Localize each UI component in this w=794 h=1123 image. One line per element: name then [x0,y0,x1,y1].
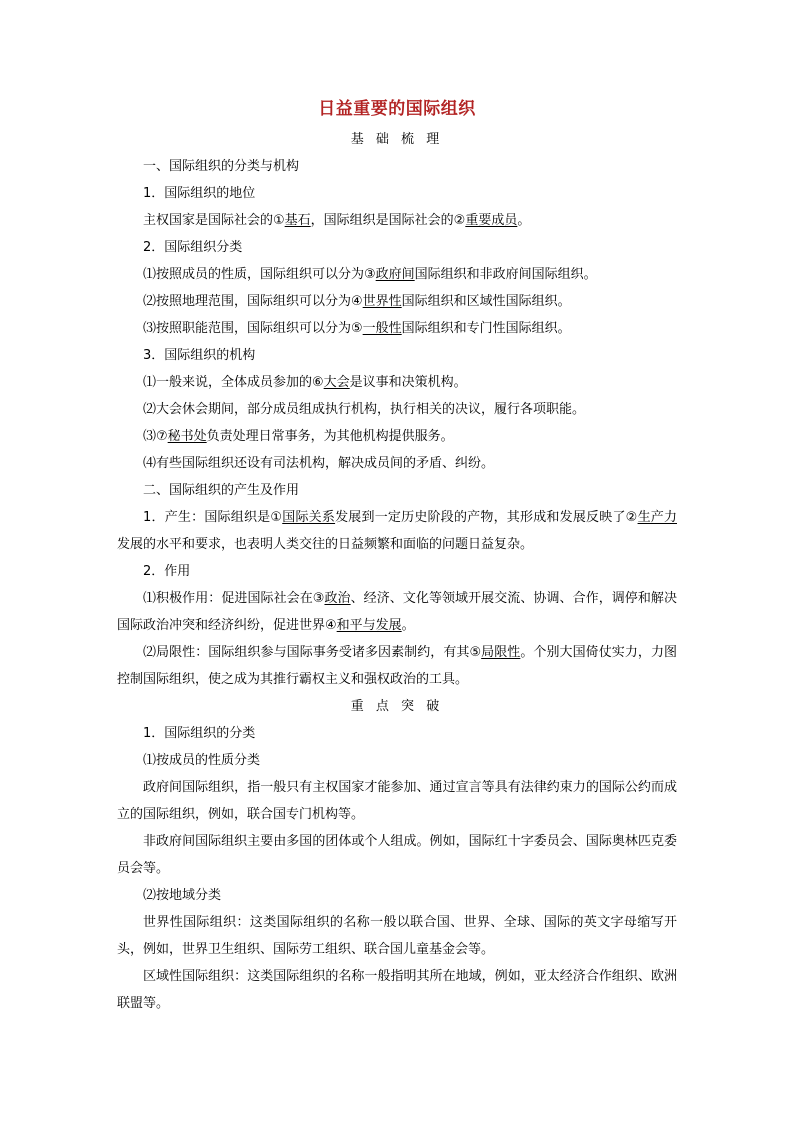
answer-3: 政府间 [375,267,415,282]
paragraph-by-member: ⑴按照成员的性质，国际组织可以分为③政府间国际组织和非政府间国际组织。 [143,267,597,282]
heading-status: 1．国际组织的地位 [143,186,256,201]
section-heading-basics: 基 础 梳 理 [350,132,444,147]
heading-role: 2．作用 [143,564,191,579]
paragraph-world-orgs: 世界性国际组织：这类国际组织的名称一般以联合国、世界、全球、国际的英文字母缩写开头，例如，世界卫生组织、国际劳工组织、联合国儿童基金会等。 [117,915,677,957]
answer-1: 基石 [284,213,311,228]
paragraph-origin: 1．产生：国际组织是①国际关系发展到一定历史阶段的产物，其形成和发展反映了②生产力发展的水平和要求，也表明人类交往的日益频繁和面临的问题日益复杂。 [117,510,677,552]
answer-b4: 和平与发展 [336,618,402,633]
heading-origin-and-role: 二、国际组织的产生及作用 [143,483,300,498]
heading-by-region: ⑵按地域分类 [143,888,222,903]
paragraph-by-function: ⑶按照职能范围，国际组织可以分为⑤一般性国际组织和专门性国际组织。 [143,321,571,336]
answer-b2: 生产力 [637,510,677,525]
heading-classification-and-organs: 一、国际组织的分类与机构 [143,159,300,174]
paragraph-positive-role: ⑴积极作用：促进国际社会在③政治、经济、文化等领域开展交流、协调、合作，调停和解决国际政治冲突和经济纠纷，促进世界④和平与发展。 [117,591,677,633]
document-title: 日益重要的国际组织 [318,99,476,119]
heading-categories: 2．国际组织分类 [143,240,243,255]
paragraph-assembly: ⑴一般来说，全体成员参加的⑥大会是议事和决策机构。 [143,375,467,390]
answer-4: 世界性 [362,294,402,309]
heading-classification: 1．国际组织的分类 [143,726,256,741]
paragraph-judicial: ⑷有些国际组织还设有司法机构，解决成员间的矛盾、纠纷。 [143,456,495,471]
answer-7: 秘书处 [167,429,207,444]
answer-b1: 国际关系 [282,510,336,525]
paragraph-nongovernmental: 非政府间国际组织主要由多国的团体或个人组成。例如，国际红十字委员会、国际奥林匹克委员会等。 [117,834,677,876]
paragraph-executive: ⑵大会休会期间，部分成员组成执行机构，执行相关的决议，履行各项职能。 [143,402,586,417]
document-page [117,96,677,1017]
paragraph-status: 主权国家是国际社会的①基石，国际组织是国际社会的②重要成员。 [143,213,531,228]
paragraph-regional-orgs: 区域性国际组织：这类国际组织的名称一般指明其所在地域，例如，亚太经济合作组织、欧洲联盟等。 [117,969,677,1011]
answer-5: 一般性 [362,321,402,336]
paragraph-secretariat: ⑶⑦秘书处负责处理日常事务，为其他机构提供服务。 [143,429,454,444]
section-heading-key-points: 重 点 突 破 [350,699,444,714]
answer-6: 大会 [323,375,350,390]
answer-b5: 局限性 [481,645,521,660]
paragraph-by-geography: ⑵按照地理范围，国际组织可以分为④世界性国际组织和区域性国际组织。 [143,294,571,309]
paragraph-intergovernmental: 政府间国际组织，指一般只有主权国家才能参加、通过宣言等具有法律约束力的国际公约而成立的国际组织，例如，联合国专门机构等。 [117,780,677,822]
heading-by-member-nature: ⑴按成员的性质分类 [143,753,261,768]
paragraph-limitation: ⑵局限性：国际组织参与国际事务受诸多因素制约，有其⑤局限性。个别大国倚仗实力，力图控制国际组织，使之成为其推行霸权主义和强权政治的工具。 [117,645,677,687]
answer-b3: 政治 [324,591,351,606]
heading-organs: 3．国际组织的机构 [143,348,256,363]
answer-2: 重要成员 [465,213,518,228]
